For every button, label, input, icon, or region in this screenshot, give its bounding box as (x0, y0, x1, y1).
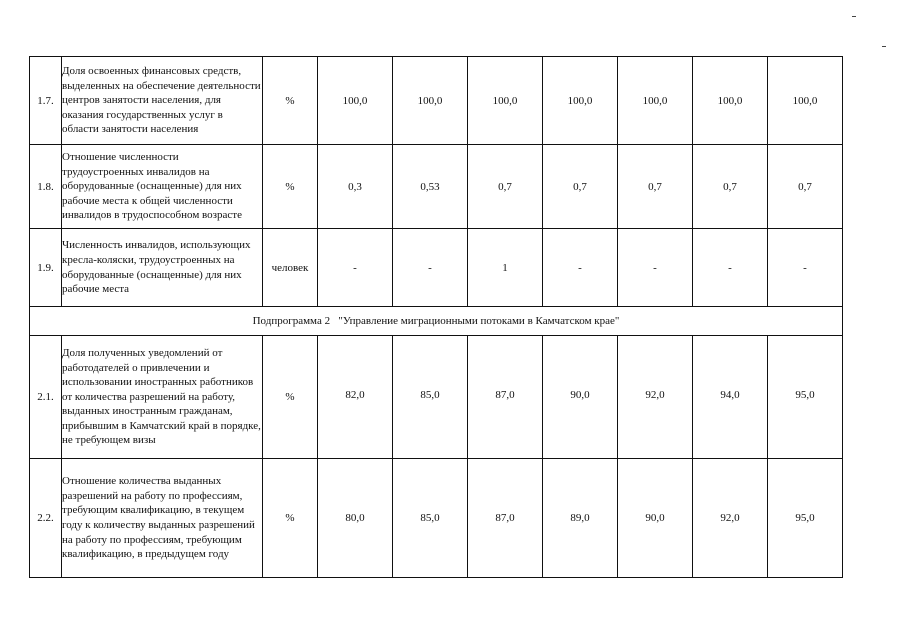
value-text: 100,0 (492, 94, 518, 107)
value-cell (318, 145, 393, 229)
value-cell (543, 336, 618, 459)
value-text: 95,0 (795, 512, 815, 524)
value-cell (768, 145, 843, 229)
value-cell (393, 229, 468, 307)
value-cell (543, 145, 618, 229)
value-cell (618, 229, 693, 307)
value-cell (393, 459, 468, 578)
value-cell (693, 336, 768, 459)
value-text: 100,0 (342, 94, 368, 107)
value-text: 90,0 (645, 512, 665, 524)
section-row (30, 307, 843, 336)
value-cell (768, 459, 843, 578)
section-label: Подпрограмма 2 (252, 315, 331, 327)
rows-bottom (30, 336, 843, 578)
value-cell (693, 145, 768, 229)
value-cell (543, 57, 618, 145)
value-text: - (728, 261, 732, 274)
row-number: 2.1. (30, 336, 62, 459)
value-cell (468, 459, 543, 578)
value-text: 95,0 (795, 389, 815, 401)
value-cell (318, 229, 393, 307)
value-text: 87,0 (495, 512, 515, 524)
value-cell (618, 336, 693, 459)
value-text: - (353, 261, 357, 274)
indicators-table (29, 56, 843, 578)
row-number: 1.9. (30, 229, 62, 307)
value-cell (768, 229, 843, 307)
value-text: 0,7 (648, 180, 662, 193)
value-text: 0,7 (498, 180, 512, 193)
value-text: 0,3 (348, 180, 362, 193)
value-text: 94,0 (720, 389, 740, 401)
value-text: 92,0 (645, 389, 665, 401)
value-text: 0,53 (420, 180, 440, 193)
value-text: 100,0 (717, 94, 743, 107)
value-text: - (653, 261, 657, 274)
value-cell (393, 57, 468, 145)
value-text: - (428, 261, 432, 274)
rows-top (30, 57, 843, 307)
value-cell (693, 229, 768, 307)
value-text: 100,0 (417, 94, 443, 107)
table-row (30, 336, 843, 459)
value-text: 89,0 (570, 512, 590, 524)
row-number: 1.8. (30, 145, 62, 229)
value-cell (768, 336, 843, 459)
unit-cell: % (263, 336, 318, 459)
value-text: 92,0 (720, 512, 740, 524)
value-cell (468, 57, 543, 145)
value-cell (618, 459, 693, 578)
value-cell (693, 459, 768, 578)
value-text: 90,0 (570, 389, 590, 401)
value-text: 0,7 (798, 180, 812, 193)
value-cell (543, 459, 618, 578)
value-text: - (578, 261, 582, 274)
value-text: 0,7 (573, 180, 587, 193)
value-text: 82,0 (345, 389, 365, 401)
indicator-name: Доля освоенных финансовых средств, выделенных на обеспечение деятельности центров занятости населения, для оказания государственных услуг в области занятости населения (62, 57, 263, 145)
indicator-name: Численность инвалидов, использующих кресла-коляски, трудоустроенных на оборудованные (оснащенные) для них рабочие места (62, 229, 263, 307)
value-text: 85,0 (420, 389, 440, 401)
value-text: 80,0 (345, 512, 365, 524)
indicator-name: Доля полученных уведомлений от работодателей о привлечении и использовании иностранных работников от количества разрешений на работу, выданных иностранным гражданам, прибывшим в Камчатский край в порядке, не требующем визы (62, 336, 263, 459)
value-cell (693, 57, 768, 145)
value-text: 0,7 (723, 180, 737, 193)
value-cell (393, 145, 468, 229)
unit-cell: % (263, 459, 318, 578)
value-cell (618, 145, 693, 229)
value-cell (468, 336, 543, 459)
value-cell (318, 459, 393, 578)
value-cell (468, 145, 543, 229)
unit-cell: % (263, 145, 318, 229)
table-row (30, 459, 843, 578)
scan-mark (882, 46, 886, 47)
value-text: 87,0 (495, 389, 515, 401)
table-row (30, 57, 843, 145)
value-cell (318, 57, 393, 145)
section-header (30, 307, 843, 336)
row-number: 2.2. (30, 459, 62, 578)
indicator-name: Отношение количества выданных разрешений на работу по профессиям, требующим квалификацию, в текущем году к количеству выданных разрешений на работу по профессиям, требующим квалификацию, в предыдущем году (62, 459, 263, 578)
value-cell (468, 229, 543, 307)
value-text: 85,0 (420, 512, 440, 524)
value-cell (318, 336, 393, 459)
value-cell (393, 336, 468, 459)
value-text: 1 (502, 261, 508, 274)
table-row (30, 229, 843, 307)
value-text: - (803, 261, 807, 274)
unit-cell: % (263, 57, 318, 145)
value-text: 100,0 (567, 94, 593, 107)
value-cell (618, 57, 693, 145)
unit-cell: человек (263, 229, 318, 307)
value-cell (768, 57, 843, 145)
row-number: 1.7. (30, 57, 62, 145)
indicator-name: Отношение численности трудоустроенных инвалидов на оборудованные (оснащенные) для них рабочие места к общей численности инвалидов в трудоспособном возрасте (62, 145, 263, 229)
section-title: "Управление миграционными потоками в Камчатском крае" (338, 315, 620, 327)
scan-mark (852, 16, 856, 17)
value-cell (543, 229, 618, 307)
value-text: 100,0 (792, 94, 818, 107)
table-row (30, 145, 843, 229)
value-text: 100,0 (642, 94, 668, 107)
